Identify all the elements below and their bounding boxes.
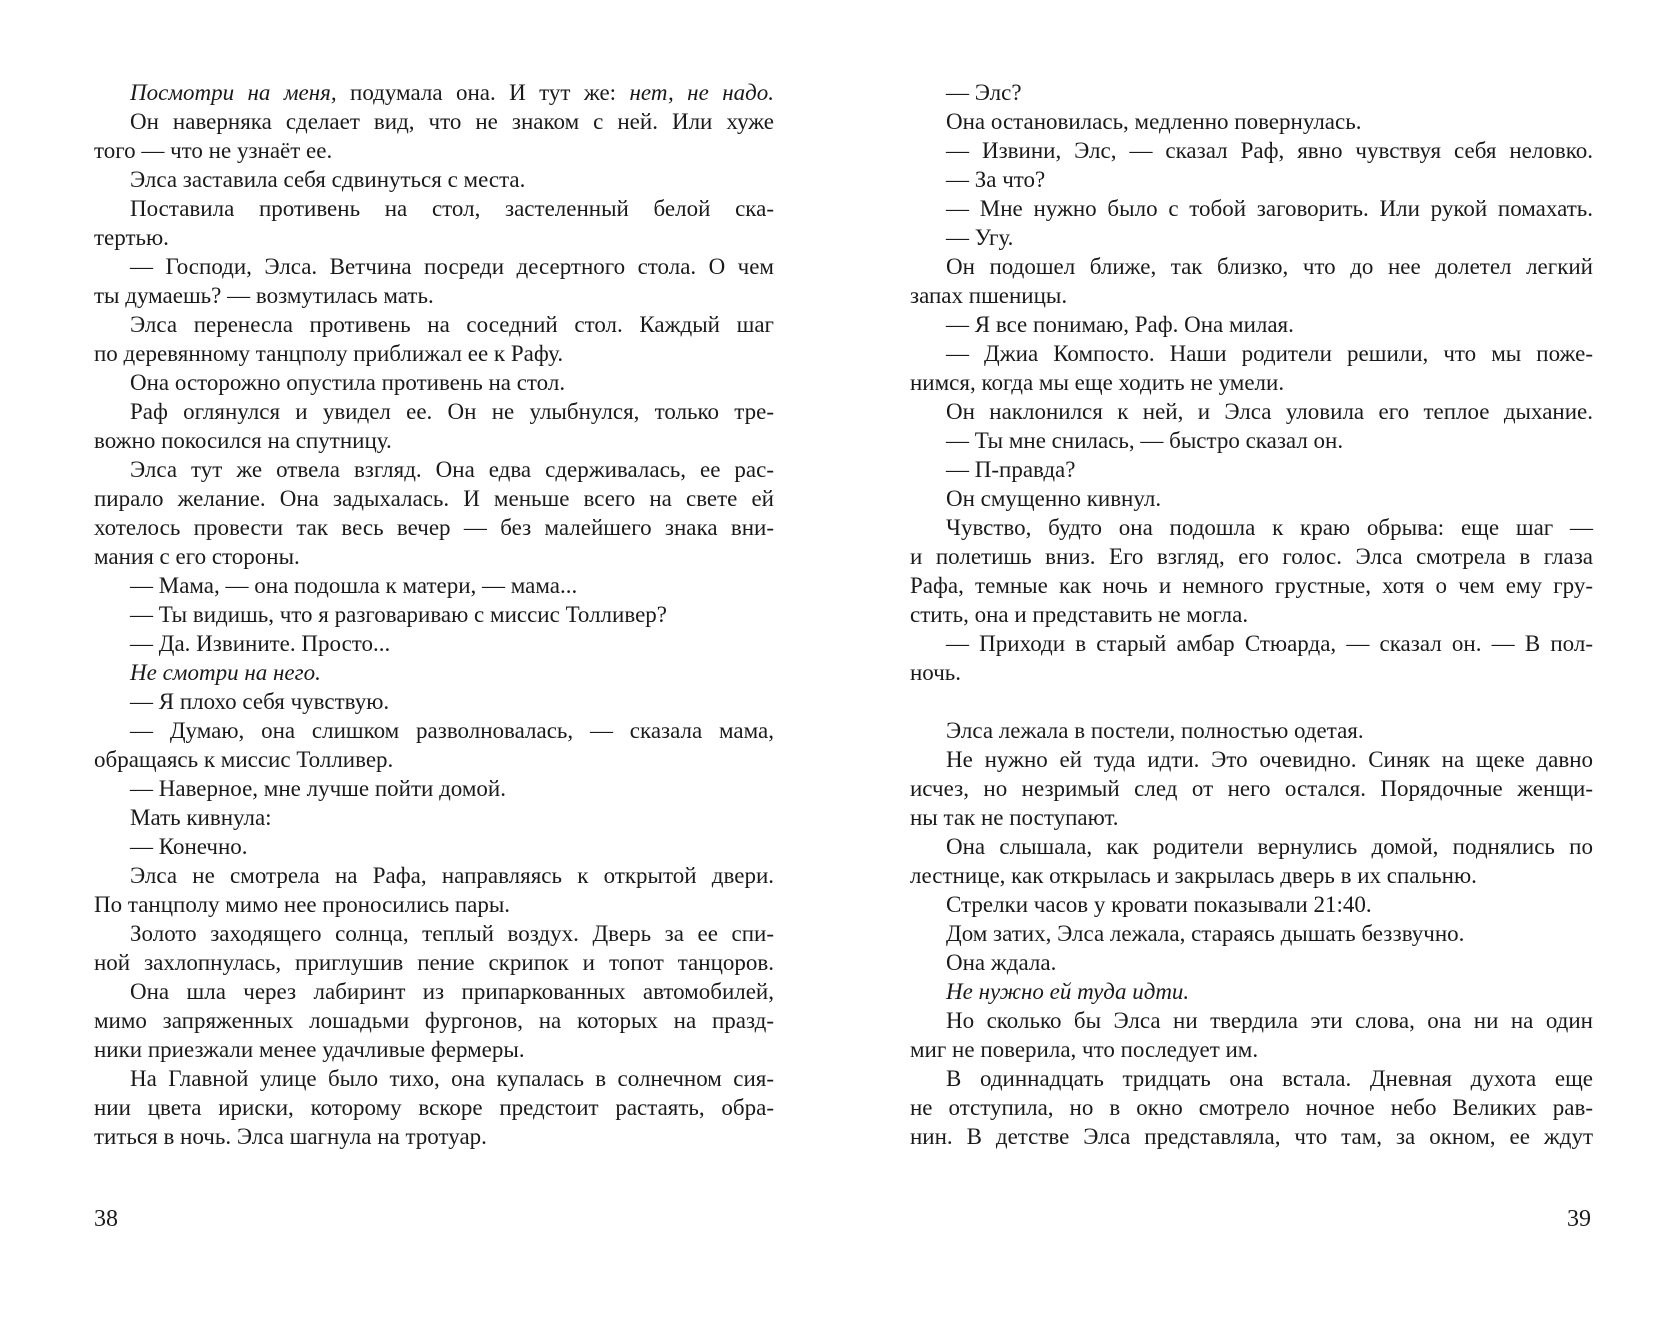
text-segment: и полетишь вниз. Его взгляд, его голос. Элса смотрела в глаза (910, 544, 1593, 569)
text-segment: Элса не смотрела на Рафа, направляясь к открытой двери. (130, 863, 774, 888)
text-line (910, 513, 1593, 542)
text-line (94, 281, 774, 310)
left-page-text (94, 78, 774, 1151)
text-segment: Она ждала. (946, 950, 1057, 975)
text-segment: Она шла через лабиринт из припаркованных автомобилей, (130, 979, 774, 1004)
text-line (94, 600, 774, 629)
italic-text: нет, не надо. (629, 80, 774, 105)
text-segment: мимо запряженных лошадьми фургонов, на которых на празд- (94, 1008, 774, 1033)
text-line (910, 716, 1593, 745)
text-line (94, 310, 774, 339)
text-segment: — За что? (946, 167, 1046, 192)
text-segment: — Ты видишь, что я разговариваю с миссис Толливер? (130, 602, 667, 627)
text-line (94, 1122, 774, 1151)
text-line (910, 426, 1593, 455)
text-line (94, 658, 774, 687)
text-line (910, 1122, 1593, 1151)
text-line (910, 339, 1593, 368)
text-segment: подумала она. И тут же: (336, 80, 630, 105)
text-segment: тертью. (94, 225, 169, 250)
text-segment: Он подошел ближе, так близко, что до нее долетел легкий (946, 254, 1593, 279)
text-line (94, 948, 774, 977)
text-segment: Дом затих, Элса лежала, стараясь дышать беззвучно. (946, 921, 1465, 946)
text-segment: запах пшеницы. (910, 283, 1068, 308)
text-line (910, 310, 1593, 339)
text-segment: — Думаю, она слишком разволновалась, — сказала мама, (130, 718, 774, 743)
text-segment: Элса заставила себя сдвинуться с места. (130, 167, 526, 192)
text-line (94, 455, 774, 484)
text-segment: Элса лежала в постели, полностью одетая. (946, 718, 1364, 743)
text-segment: Стрелки часов у кровати показывали 21:40. (946, 892, 1372, 917)
text-line (94, 1093, 774, 1122)
text-segment: Мать кивнула: (130, 805, 272, 830)
text-line (94, 339, 774, 368)
text-line (910, 832, 1593, 861)
text-line (94, 542, 774, 571)
text-line (910, 687, 1593, 716)
text-segment: миг не поверила, что последует им. (910, 1037, 1259, 1062)
text-segment: В одиннадцать тридцать она встала. Дневная духота еще (946, 1066, 1593, 1091)
text-segment: Она слышала, как родители вернулись домой, поднялись по (946, 834, 1593, 859)
text-segment: по деревянному танцполу приближал ее к Рафу. (94, 341, 564, 366)
text-line (910, 107, 1593, 136)
italic-text: Не смотри на него. (130, 660, 321, 685)
text-segment: нии цвета ириски, которому вскоре предстоит растаять, обра- (94, 1095, 774, 1120)
italic-text: Не нужно ей туда идти. (946, 979, 1190, 1004)
text-line (94, 890, 774, 919)
text-line (94, 571, 774, 600)
text-line (910, 1093, 1593, 1122)
text-segment: — Элс? (946, 80, 1022, 105)
text-line (94, 165, 774, 194)
text-line (94, 252, 774, 281)
text-segment: — Я плохо себя чувствую. (130, 689, 390, 714)
text-line (94, 397, 774, 426)
text-line (94, 484, 774, 513)
text-line (910, 397, 1593, 426)
text-line (94, 78, 774, 107)
text-line (910, 803, 1593, 832)
text-segment: Но сколько бы Элса ни твердила эти слова, она ни на один (946, 1008, 1593, 1033)
text-segment: ночь. (910, 660, 962, 685)
text-line (910, 629, 1593, 658)
text-line (910, 165, 1593, 194)
text-line (94, 745, 774, 774)
text-segment: — Да. Извините. Просто... (130, 631, 391, 656)
text-segment: — Мне нужно было с тобой заговорить. Или рукой помахать. (946, 196, 1593, 221)
text-segment: По танцполу мимо нее проносились пары. (94, 892, 511, 917)
text-segment: — Угу. (946, 225, 1014, 250)
text-line (910, 281, 1593, 310)
text-line (94, 861, 774, 890)
text-line (94, 803, 774, 832)
text-segment: Не нужно ей туда идти. Это очевидно. Синяк на щеке давно (946, 747, 1593, 772)
text-segment: — Джиа Компосто. Наши родители решили, что мы поже- (946, 341, 1593, 366)
text-segment: На Главной улице было тихо, она купалась в солнечном сия- (130, 1066, 774, 1091)
text-line (910, 977, 1593, 1006)
text-line (910, 890, 1593, 919)
text-segment: Раф оглянулся и увидел ее. Он не улыбнулся, только тре- (130, 399, 774, 424)
text-segment: ники приезжали менее удачливые фермеры. (94, 1037, 525, 1062)
text-line (94, 977, 774, 1006)
text-segment: Он смущенно кивнул. (946, 486, 1162, 511)
text-line (94, 1064, 774, 1093)
text-segment: — Я все понимаю, Раф. Она милая. (946, 312, 1294, 337)
text-segment: Чувство, будто она подошла к краю обрыва: еще шаг — (946, 515, 1593, 540)
text-line (910, 1006, 1593, 1035)
text-segment: ны так не поступают. (910, 805, 1119, 830)
text-line (910, 194, 1593, 223)
text-segment: — Мама, — она подошла к матери, — мама... (130, 573, 578, 598)
text-segment: нимся, когда мы еще ходить не умели. (910, 370, 1285, 395)
text-line (910, 919, 1593, 948)
text-line (910, 600, 1593, 629)
text-segment: Поставила противень на стол, застеленный белой ска- (130, 196, 774, 221)
text-segment: мания с его стороны. (94, 544, 300, 569)
text-segment: Элса перенесла противень на соседний стол. Каждый шаг (130, 312, 774, 337)
text-line (910, 368, 1593, 397)
text-line (910, 484, 1593, 513)
text-line (910, 658, 1593, 687)
text-line (910, 542, 1593, 571)
text-line (94, 919, 774, 948)
text-segment: пирало желание. Она задыхалась. И меньше всего на свете ей (94, 486, 774, 511)
text-line (94, 716, 774, 745)
text-segment: Золото заходящего солнца, теплый воздух. Дверь за ее спи- (130, 921, 774, 946)
text-segment: нин. В детстве Элса представляла, что там, за окном, ее ждут (910, 1124, 1593, 1149)
text-line (94, 136, 774, 165)
text-line (94, 1006, 774, 1035)
page-number-left: 38 (94, 1206, 118, 1232)
text-line (94, 368, 774, 397)
text-segment: Элса тут же отвела взгляд. Она едва сдерживалась, ее рас- (130, 457, 774, 482)
text-line (910, 571, 1593, 600)
text-segment: ты думаешь? — возмутилась мать. (94, 283, 434, 308)
page-number-right: 39 (1567, 1206, 1591, 1232)
text-segment: обращаясь к миссис Толливер. (94, 747, 394, 772)
text-line (910, 774, 1593, 803)
text-segment: того — что не узнаёт ее. (94, 138, 333, 163)
text-segment: Она остановилась, медленно повернулась. (946, 109, 1362, 134)
text-line (94, 774, 774, 803)
text-segment: — Извини, Элс, — сказал Раф, явно чувствуя себя неловко. (946, 138, 1593, 163)
text-segment: — Приходи в старый амбар Стюарда, — сказал он. — В пол- (946, 631, 1593, 656)
text-line (94, 194, 774, 223)
text-line (910, 861, 1593, 890)
text-line (910, 136, 1593, 165)
text-segment: — Ты мне снилась, — быстро сказал он. (946, 428, 1344, 453)
text-segment: исчез, но незримый след от него остался. Порядочные женщи- (910, 776, 1593, 801)
text-segment: ной захлопнулась, приглушив пение скрипок и топот танцоров. (94, 950, 774, 975)
text-segment: — П-правда? (946, 457, 1076, 482)
text-segment: не отступила, но в окно смотрело ночное небо Великих рав- (910, 1095, 1593, 1120)
text-segment: Она осторожно опустила противень на стол. (130, 370, 566, 395)
text-line (910, 455, 1593, 484)
italic-text: Посмотри на меня, (130, 80, 337, 105)
text-segment: Рафа, темные как ночь и немного грустные, хотя о чем ему гру- (910, 573, 1593, 598)
text-line (910, 948, 1593, 977)
text-line (910, 223, 1593, 252)
text-line (94, 629, 774, 658)
text-line (94, 223, 774, 252)
text-line (94, 426, 774, 455)
text-line (94, 1035, 774, 1064)
text-line (910, 78, 1593, 107)
text-line (94, 687, 774, 716)
text-line (94, 107, 774, 136)
text-segment: Он наклонился к ней, и Элса уловила его теплое дыхание. (946, 399, 1593, 424)
text-line (910, 252, 1593, 281)
text-segment: титься в ночь. Элса шагнула на тротуар. (94, 1124, 487, 1149)
text-segment: — Конечно. (130, 834, 248, 859)
text-line (910, 1035, 1593, 1064)
text-segment: лестнице, как открылась и закрылась дверь в их спальню. (910, 863, 1477, 888)
text-segment: стить, она и представить не могла. (910, 602, 1249, 627)
right-page-text (910, 78, 1593, 1151)
text-line (94, 832, 774, 861)
text-line (910, 1064, 1593, 1093)
text-segment: Он наверняка сделает вид, что не знаком с ней. Или хуже (130, 109, 774, 134)
text-segment: хотелось провести так весь вечер — без малейшего знака вни- (94, 515, 774, 540)
text-line (94, 513, 774, 542)
text-line (910, 745, 1593, 774)
text-segment: — Господи, Элса. Ветчина посреди десертного стола. О чем (130, 254, 774, 279)
text-segment: вожно покосился на спутницу. (94, 428, 392, 453)
text-segment: — Наверное, мне лучше пойти домой. (130, 776, 506, 801)
